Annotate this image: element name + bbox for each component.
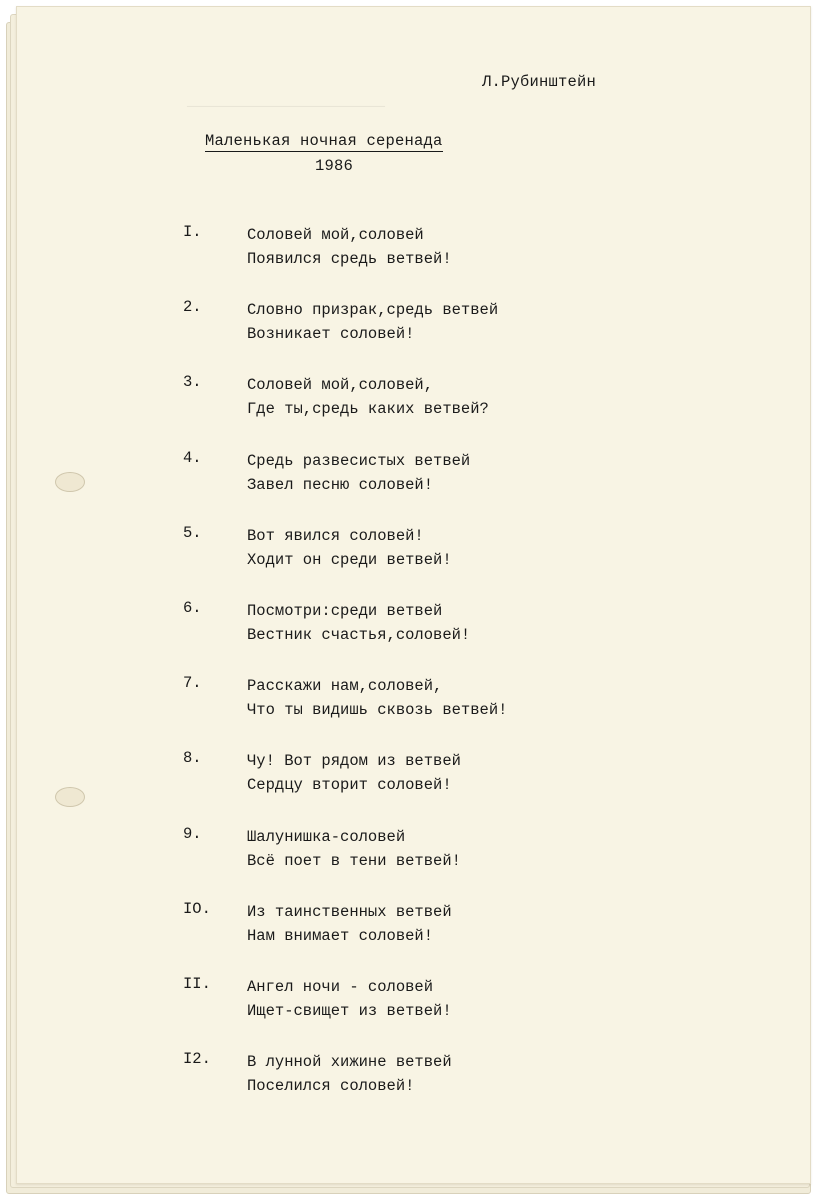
- stanza-number: I.: [183, 223, 202, 241]
- stanza-lines: [247, 900, 452, 948]
- stanza-lines: [247, 373, 489, 421]
- verse-line: Сердцу вторит соловей!: [247, 776, 452, 795]
- poem-year: 1986: [315, 157, 354, 175]
- stanza-lines: [247, 449, 470, 497]
- stanza-lines: [247, 223, 452, 271]
- verse-line: Средь развесистых ветвей: [247, 451, 471, 470]
- punch-hole-top: [55, 472, 85, 492]
- verse-line: Появился средь ветвей!: [247, 250, 452, 268]
- stanza-lines: [247, 298, 498, 346]
- stanza-number: 3.: [183, 373, 202, 392]
- stanza-number: IO.: [183, 899, 211, 918]
- verse-line: Чу! Вот рядом из ветвей: [247, 752, 461, 771]
- verse-line: Соловей мой,соловей,: [247, 376, 434, 395]
- stanza-number: 5.: [183, 523, 202, 542]
- verse-line: Что ты видишь сквозь ветвей!: [247, 701, 508, 720]
- stanza-lines: [247, 524, 452, 572]
- stanza-number: 6.: [183, 598, 202, 617]
- stanza-lines: [247, 975, 452, 1023]
- bleed-through-texture: ──────────────────────: [187, 99, 386, 116]
- verse-line: Поселился соловей!: [247, 1077, 415, 1096]
- stanza-number: 9.: [183, 824, 202, 843]
- verse-line: Всё поет в тени ветвей!: [247, 851, 461, 870]
- verse-line: Где ты,средь каких ветвей?: [247, 400, 489, 419]
- verse-line: Ищет-свищет из ветвей!: [247, 1001, 452, 1020]
- typewritten-page: [16, 6, 811, 1184]
- verse-line: Посмотри:среди ветвей: [247, 601, 443, 620]
- stanza-number: II.: [183, 974, 211, 993]
- stanza-lines: [247, 599, 470, 647]
- stanza-lines: [247, 825, 461, 873]
- stanza-number: I2.: [183, 1050, 211, 1069]
- verse-line: Ходит он среди ветвей!: [247, 550, 452, 569]
- stanza-lines: [247, 1050, 452, 1098]
- verse-line: Из таинственных ветвей: [247, 902, 452, 921]
- verse-line: Шалунишка-соловей: [247, 827, 406, 846]
- punch-hole-bottom: [55, 787, 85, 807]
- verse-line: Вестник счастья,соловей!: [247, 625, 471, 644]
- verse-line: Завел песню соловей!: [247, 475, 434, 494]
- verse-line: Словно призрак,средь ветвей: [247, 301, 499, 320]
- verse-line: Вот явился соловей!: [247, 526, 424, 545]
- verse-line: В лунной хижине ветвей: [247, 1053, 452, 1072]
- stanza-lines: [247, 749, 461, 797]
- stanza-number: 7.: [183, 674, 202, 693]
- verse-line: Нам внимает соловей!: [247, 926, 434, 945]
- stanza-number: 2.: [183, 298, 202, 317]
- verse-line: Ангел ночи - соловей: [247, 977, 434, 996]
- stanza-lines: [247, 674, 507, 722]
- author-name: Л.Рубинштейн: [482, 73, 597, 91]
- verse-line: Соловей мой,соловей: [247, 226, 424, 244]
- stanza-number: 4.: [183, 448, 202, 467]
- stanza-number: 8.: [183, 749, 202, 768]
- verse-line: Возникает соловей!: [247, 325, 415, 344]
- verse-line: Расскажи нам,соловей,: [247, 677, 443, 696]
- poem-title: Маленькая ночная серенада: [205, 132, 443, 150]
